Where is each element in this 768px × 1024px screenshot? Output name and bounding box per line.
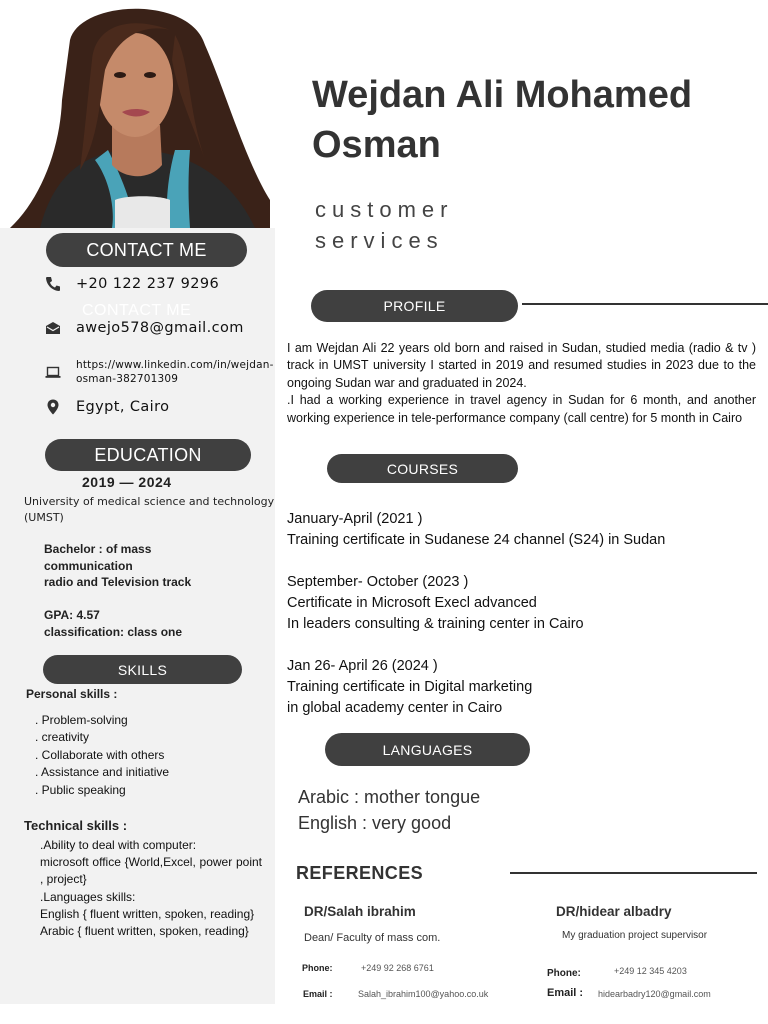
course-date: Jan 26- April 26 (2024 ) bbox=[287, 658, 438, 674]
contact-location-row bbox=[44, 398, 169, 416]
course-line: Training certificate in Sudanese 24 channel (S24) in Sudan bbox=[287, 532, 666, 548]
reference-role: My graduation project supervisor bbox=[562, 930, 708, 941]
reference-email[interactable]: hidearbadry120@gmail.com bbox=[598, 989, 711, 999]
list-item: . Public speaking bbox=[35, 782, 126, 797]
profile-divider bbox=[522, 303, 768, 305]
technical-skills-title: Technical skills : bbox=[24, 818, 128, 833]
courses-heading: COURSES bbox=[327, 454, 518, 483]
profile-paragraph: I am Wejdan Ali 22 years old born and raised in Sudan, studied media (radio & tv ) track in UMST university I started in 2019 and resumed studies in 2023 due to the ongoing Sudan war and graduated in 2024. bbox=[287, 341, 756, 390]
location-pin-icon bbox=[44, 398, 62, 416]
linkedin-url[interactable]: https://www.linkedin.com/in/wejdan-osman-382701309 bbox=[76, 359, 274, 385]
tech-line: .Ability to deal with computer: bbox=[40, 838, 197, 852]
references-heading: REFERENCES bbox=[296, 863, 424, 883]
gpa: GPA: 4.57 bbox=[44, 608, 100, 622]
profile-text bbox=[287, 340, 756, 427]
course-date: January-April (2021 ) bbox=[287, 511, 423, 527]
portrait-illustration bbox=[0, 0, 275, 228]
classification: classification: class one bbox=[44, 624, 183, 639]
contact-email-row bbox=[44, 319, 244, 337]
references-divider bbox=[510, 872, 757, 874]
reference-phone-label: Phone: bbox=[547, 968, 581, 979]
profile-paragraph: .I had a working experience in travel agency in Sudan for 6 month, and another working experience in tele-performance company (call centre) for 5 month in Cairo bbox=[287, 393, 756, 425]
languages-heading: LANGUAGES bbox=[325, 733, 530, 766]
course-line: Training certificate in Digital marketing bbox=[287, 679, 533, 695]
reference-email-label: Email : bbox=[547, 987, 584, 999]
job-title: customer services bbox=[315, 197, 454, 253]
degree-line: Bachelor : of mass bbox=[44, 542, 152, 556]
reference-phone: +249 12 345 4203 bbox=[614, 966, 687, 976]
degree-line: communication bbox=[44, 558, 133, 573]
laptop-icon bbox=[44, 363, 62, 381]
degree bbox=[44, 541, 244, 591]
course-item bbox=[287, 656, 532, 719]
tech-line: microsoft office {World,Excel, power point , project} bbox=[40, 855, 262, 887]
education-heading: EDUCATION bbox=[45, 439, 251, 471]
gpa-block bbox=[44, 607, 182, 640]
reference-phone-label: Phone: bbox=[302, 963, 333, 973]
education-years: 2019 — 2024 bbox=[82, 474, 172, 490]
tech-line: .Languages skills: bbox=[40, 889, 136, 904]
phone-number: +20 122 237 9296 bbox=[76, 276, 220, 292]
language-item: Arabic : mother tongue bbox=[298, 787, 481, 807]
reference-name: DR/Salah ibrahim bbox=[304, 904, 416, 919]
profile-heading: PROFILE bbox=[311, 290, 518, 322]
list-item: . Problem-solving bbox=[35, 713, 128, 727]
list-item: . creativity bbox=[35, 730, 90, 745]
course-line: In leaders consulting & training center in Cairo bbox=[287, 616, 584, 632]
tech-line: English { fluent written, spoken, reading} bbox=[40, 906, 255, 921]
profile-photo bbox=[0, 0, 275, 228]
list-item: . Assistance and initiative bbox=[35, 765, 170, 780]
degree-line: radio and Television track bbox=[44, 575, 192, 589]
personal-skills-list bbox=[35, 712, 169, 799]
language-item: English : very good bbox=[298, 813, 452, 833]
reference-email-label: Email : bbox=[303, 989, 333, 999]
candidate-name: Wejdan Ali Mohamed Osman bbox=[312, 74, 693, 166]
reference-phone: +249 92 268 6761 bbox=[361, 963, 434, 973]
skills-heading: SKILLS bbox=[43, 655, 242, 684]
reference-role: Dean/ Faculty of mass com. bbox=[304, 932, 441, 944]
personal-skills-title: Personal skills : bbox=[26, 687, 118, 701]
contact-linkedin-row bbox=[44, 358, 274, 386]
reference-email[interactable]: Salah_ibrahim100@yahoo.co.uk bbox=[358, 989, 489, 999]
course-item bbox=[287, 509, 665, 551]
course-date: September- October (2023 ) bbox=[287, 574, 469, 590]
contact-heading: CONTACT ME bbox=[46, 233, 247, 267]
course-line: Certificate in Microsoft Execl advanced bbox=[287, 595, 537, 611]
phone-icon bbox=[44, 275, 62, 293]
location: Egypt, Cairo bbox=[76, 399, 170, 415]
email-address: awejo578@gmail.com bbox=[76, 320, 244, 336]
contact-phone-row bbox=[44, 275, 219, 293]
university-name: University of medical science and technology (UMST) bbox=[24, 495, 275, 524]
list-item: . Collaborate with others bbox=[35, 747, 165, 762]
reference-name: DR/hidear albadry bbox=[556, 904, 672, 919]
course-line: in global academy center in Cairo bbox=[287, 700, 503, 716]
mail-icon bbox=[44, 319, 62, 337]
technical-skills bbox=[40, 837, 262, 940]
tech-line: Arabic { fluent written, spoken, reading} bbox=[40, 924, 249, 939]
contact-ghost-text: CONTACT ME bbox=[82, 302, 192, 319]
course-item bbox=[287, 572, 584, 635]
